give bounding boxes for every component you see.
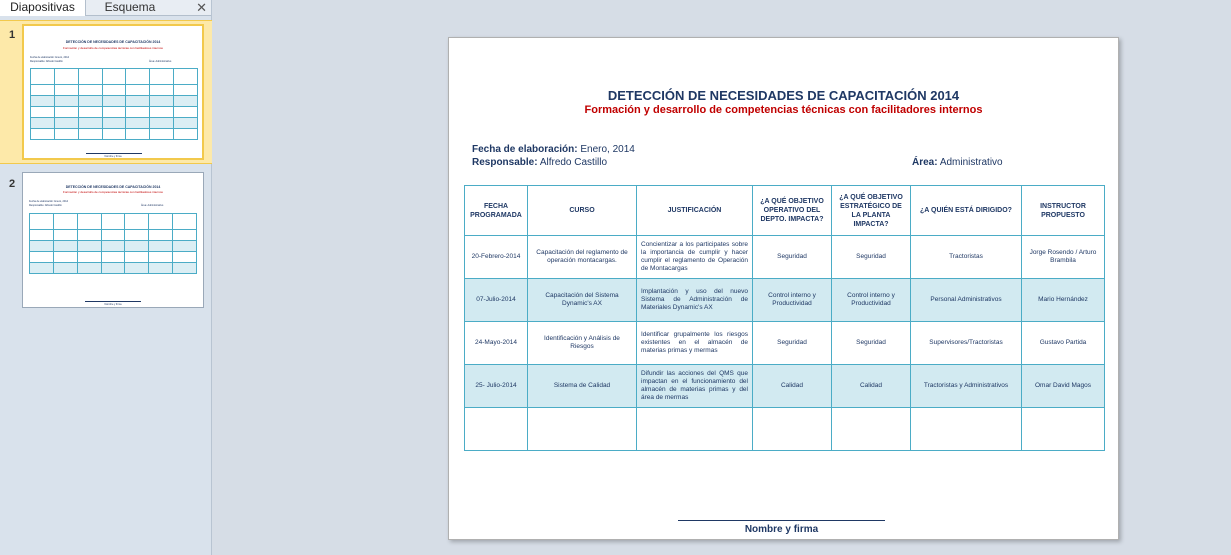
- slide-thumbnail-2[interactable]: [22, 172, 204, 308]
- table-cell[interactable]: Supervisores/Tractoristas: [911, 322, 1022, 365]
- slide-title[interactable]: DETECCIÓN DE NECESIDADES DE CAPACITACIÓN 2014: [607, 88, 960, 103]
- table-cell[interactable]: 25- Julio-2014: [465, 365, 528, 408]
- table-cell[interactable]: Identificación y Análisis de Riesgos: [528, 322, 637, 365]
- thumb-fecha: Fecha de elaboración: Enero, 2014: [29, 200, 69, 203]
- slide-thumbnail-1[interactable]: [22, 24, 204, 160]
- table-header: ¿A QUÉ OBJETIVO ESTRATÉGICO DE LA PLANTA IMPACTA?: [832, 186, 911, 236]
- thumb-area: Área: Administrativo: [141, 204, 164, 207]
- table-header: JUSTIFICACIÓN: [637, 186, 753, 236]
- slides-pane: [0, 0, 212, 555]
- table-cell[interactable]: Seguridad: [753, 322, 832, 365]
- thumb-signature: Nombre y firma: [104, 303, 122, 306]
- table-cell[interactable]: [832, 408, 911, 451]
- responsable-line[interactable]: [472, 157, 607, 168]
- signature-line: [678, 520, 885, 521]
- slide-number-1: 1: [9, 29, 16, 41]
- table-cell[interactable]: Omar David Magos: [1022, 365, 1105, 408]
- table-header: ¿A QUIÉN ESTÁ DIRIGIDO?: [911, 186, 1022, 236]
- close-icon[interactable]: ✕: [196, 0, 207, 15]
- table-cell[interactable]: Seguridad: [753, 236, 832, 279]
- table-row: [465, 365, 1105, 408]
- table-cell[interactable]: Seguridad: [832, 236, 911, 279]
- thumb-table: [29, 213, 197, 274]
- thumb-fecha: Fecha de elaboración: Enero, 2014: [30, 56, 70, 59]
- responsable-value: Alfredo Castillo: [539, 157, 608, 168]
- table-cell[interactable]: Tractoristas y Administrativos: [911, 365, 1022, 408]
- thumb-subtitle: Formación y desarrollo de competencias técnicas con facilitadores internos: [63, 190, 163, 194]
- fecha-label: Fecha de elaboración:: [472, 144, 578, 155]
- thumb-responsable: Responsable: Alfredo Castillo: [30, 60, 63, 63]
- fecha-line[interactable]: [472, 144, 635, 155]
- table-cell[interactable]: [528, 408, 637, 451]
- table-cell[interactable]: Control interno y Productividad: [832, 279, 911, 322]
- table-cell[interactable]: Capacitación del Sistema Dynamic's AX: [528, 279, 637, 322]
- table-row: [465, 322, 1105, 365]
- table-cell[interactable]: 24-Mayo-2014: [465, 322, 528, 365]
- table-header: CURSO: [528, 186, 637, 236]
- table-header: ¿A QUÉ OBJETIVO OPERATIVO DEL DEPTO. IMPACTA?: [753, 186, 832, 236]
- tab-esquema[interactable]: Esquema: [104, 0, 156, 14]
- signature-label[interactable]: Nombre y firma: [744, 524, 819, 535]
- fecha-value: Enero, 2014: [580, 144, 635, 155]
- table-cell[interactable]: [753, 408, 832, 451]
- table-cell[interactable]: [637, 408, 753, 451]
- table-cell[interactable]: Seguridad: [832, 322, 911, 365]
- tab-diapositivas[interactable]: Diapositivas: [0, 0, 86, 16]
- responsable-label: Responsable:: [472, 157, 538, 168]
- table-row: [465, 279, 1105, 322]
- thumb-table: [30, 68, 198, 140]
- thumb-signature: Nombre y firma: [104, 155, 122, 158]
- table-cell[interactable]: Difundir las acciones del QMS que impactan en el funcionamiento del almacén de materias primas y del área de mermas: [637, 365, 753, 408]
- table-cell[interactable]: [911, 408, 1022, 451]
- thumb-area: Área: Administrativo: [149, 60, 172, 63]
- table-cell[interactable]: Implantación y uso del nuevo Sistema de Administración de Materiales Dynamic's AX: [637, 279, 753, 322]
- table-row: [465, 408, 1105, 451]
- slide-subtitle[interactable]: Formación y desarrollo de competencias técnicas con facilitadores internos: [584, 104, 983, 116]
- table-row: [465, 236, 1105, 279]
- table-cell[interactable]: Capacitación del reglamento de operación montacargas.: [528, 236, 637, 279]
- area-value: Administrativo: [939, 157, 1003, 168]
- area-line[interactable]: [912, 157, 1003, 168]
- thumb-title: DETECCIÓN DE NECESIDADES DE CAPACITACIÓN 2014: [65, 40, 161, 44]
- table-cell[interactable]: Jorge Rosendo / Arturo Brambila: [1022, 236, 1105, 279]
- table-cell[interactable]: Concientizar a los participates sobre la importancia de cumplir y hacer cumplir el reglamento de Operación de Montacargas: [637, 236, 753, 279]
- thumb-subtitle: Formación y desarrollo de competencias técnicas con facilitadores internos: [63, 46, 163, 50]
- table-cell[interactable]: [1022, 408, 1105, 451]
- table-cell[interactable]: Tractoristas: [911, 236, 1022, 279]
- table-cell[interactable]: Personal Administrativos: [911, 279, 1022, 322]
- table-cell[interactable]: Mario Hernández: [1022, 279, 1105, 322]
- pane-tabs: [0, 0, 211, 16]
- table-cell[interactable]: Identificar grupalmente los riesgos existentes en el almacén de materias primas y mermas: [637, 322, 753, 365]
- table-cell[interactable]: Calidad: [753, 365, 832, 408]
- thumb-signature-line: [86, 153, 142, 154]
- table-cell[interactable]: Gustavo Partida: [1022, 322, 1105, 365]
- table-header-row: [465, 186, 1105, 236]
- table-cell[interactable]: Control interno y Productividad: [753, 279, 832, 322]
- table-header: FECHA PROGRAMADA: [465, 186, 528, 236]
- table-cell[interactable]: 07-Julio-2014: [465, 279, 528, 322]
- thumb-responsable: Responsable: Alfredo Castillo: [29, 204, 62, 207]
- table-cell[interactable]: 20-Febrero-2014: [465, 236, 528, 279]
- slide-thumbnail-row-1[interactable]: [0, 20, 212, 164]
- slide-thumbnail-row-2[interactable]: [0, 170, 212, 312]
- table-header: INSTRUCTOR PROPUESTO: [1022, 186, 1105, 236]
- slide-number-2: 2: [9, 178, 16, 190]
- thumb-signature-line: [85, 301, 141, 302]
- table-cell[interactable]: [465, 408, 528, 451]
- table-cell[interactable]: Calidad: [832, 365, 911, 408]
- slide-canvas[interactable]: [448, 37, 1119, 540]
- table-cell[interactable]: Sistema de Calidad: [528, 365, 637, 408]
- needs-table[interactable]: [464, 185, 1105, 451]
- thumb-title: DETECCIÓN DE NECESIDADES DE CAPACITACIÓN 2014: [65, 185, 161, 189]
- area-label: Área:: [912, 157, 938, 168]
